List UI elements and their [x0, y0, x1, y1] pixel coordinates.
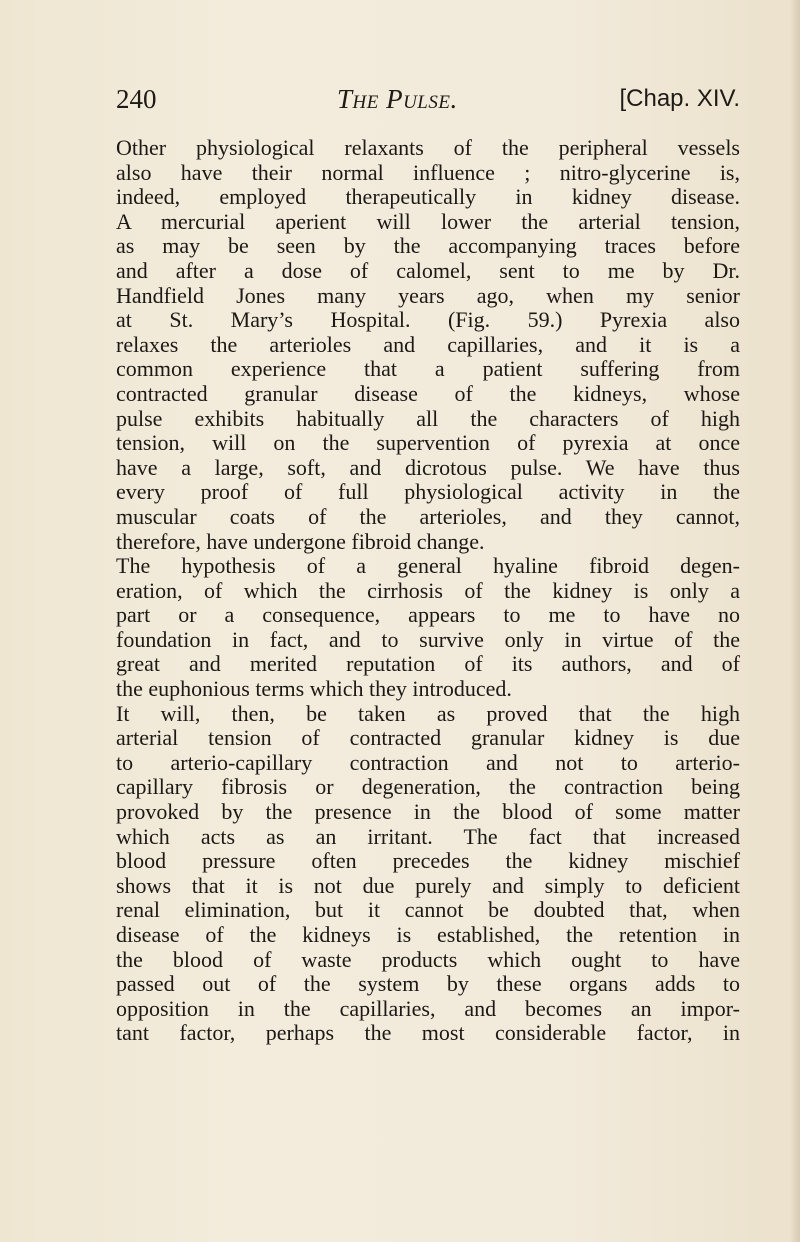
- text-line: every proof of full physiological activity in the: [116, 480, 740, 505]
- text-line: blood pressure often precedes the kidney mischief: [116, 849, 740, 874]
- text-line: A mercurial aperient will lower the arterial tension,: [116, 209, 740, 234]
- text-line: which acts as an irritant. The fact that increased: [116, 824, 740, 849]
- text-line: disease of the kidneys is established, the retention in: [116, 923, 740, 947]
- text-line: tant factor, perhaps the most considerable factor, in: [116, 1021, 740, 1046]
- text-line: eration, of which the cirrhosis of the kidney is only a: [116, 578, 740, 603]
- text-line: foundation in fact, and to survive only in virtue of the: [116, 627, 740, 652]
- text-line: also have their normal influence ; nitro-glycerine is,: [116, 160, 740, 185]
- text-line: shows that it is not due purely and simply to deficient: [116, 873, 740, 898]
- text-line: the blood of waste products which ought to have: [116, 947, 740, 972]
- text-line: at St. Mary’s Hospital. (Fig. 59.) Pyrexia also: [116, 308, 740, 333]
- text-line: relaxes the arterioles and capillaries, and it is a: [116, 332, 740, 357]
- text-line: contracted granular disease of the kidneys, whose: [116, 381, 740, 406]
- text-line: therefore, have undergone fibroid change.: [116, 529, 485, 554]
- text-line: passed out of the system by these organs adds to: [116, 972, 740, 997]
- text-line: Handfield Jones many years ago, when my senior: [116, 283, 740, 308]
- text-line: part or a consequence, appears to me to have no: [116, 603, 740, 628]
- text-line: indeed, employed therapeutically in kidney disease.: [116, 185, 740, 210]
- text-line: and after a dose of calomel, sent to me by Dr.: [116, 258, 740, 283]
- text-line: arterial tension of contracted granular kidney is due: [116, 726, 740, 751]
- text-line: pulse exhibits habitually all the characters of high: [116, 406, 740, 431]
- text-line: as may be seen by the accompanying traces before: [116, 234, 740, 259]
- page-number: 240: [116, 84, 157, 114]
- text-line: tension, will on the supervention of pyrexia at once: [116, 431, 740, 456]
- text-line: renal elimination, but it cannot be doubted that, when: [116, 898, 740, 923]
- text-line: provoked by the presence in the blood of some matter: [116, 800, 740, 825]
- text-line: capillary fibrosis or degeneration, the contraction being: [116, 775, 740, 800]
- text-line: It will, then, be taken as proved that the high: [116, 701, 740, 726]
- body-text: [116, 136, 740, 1046]
- text-line: the euphonious terms which they introduced.: [116, 677, 512, 702]
- text-line: to arterio-capillary contraction and not to arterio-: [116, 750, 740, 775]
- text-line: have a large, soft, and dicrotous pulse. We have thus: [116, 455, 740, 480]
- text-line: great and merited reputation of its authors, and of: [116, 652, 740, 677]
- text-line: The hypothesis of a general hyaline fibroid degen-: [116, 554, 740, 579]
- text-line: opposition in the capillaries, and becomes an impor-: [116, 996, 740, 1021]
- chapter-reference: [Chap. XIV.: [619, 85, 740, 112]
- text-line: common experience that a patient suffering from: [116, 357, 740, 382]
- running-head: [116, 81, 740, 117]
- running-title: The Pulse.: [337, 84, 458, 114]
- page-edge-shadow: [790, 0, 800, 1242]
- text-line: muscular coats of the arterioles, and they cannot,: [116, 504, 740, 529]
- text-line: Other physiological relaxants of the peripheral vessels: [116, 136, 740, 160]
